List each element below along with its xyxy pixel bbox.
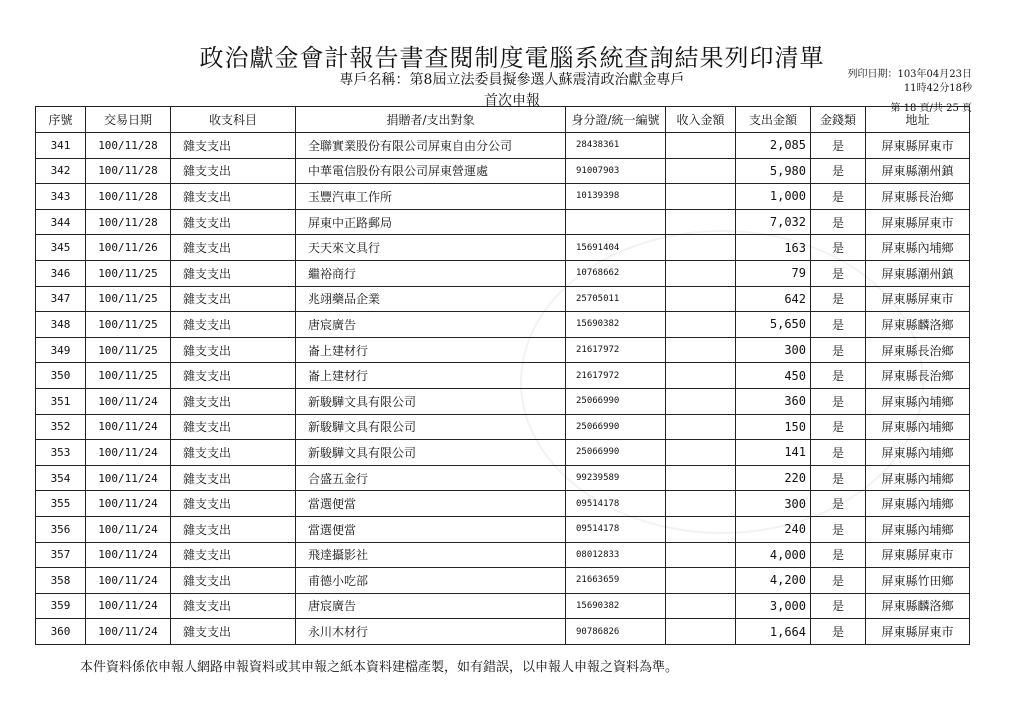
table-row: [36, 286, 970, 312]
donor-cell: 全聯實業股份有限公司屏東自由分公司: [296, 133, 566, 159]
item-cell: 雜支支出: [171, 363, 296, 389]
filing-type: 首次申報: [484, 93, 540, 109]
income-cell: [666, 593, 736, 619]
date-cell: 100/11/24: [86, 593, 171, 619]
income-cell: [666, 516, 736, 542]
income-cell: [666, 440, 736, 466]
id-cell: 15691404: [566, 235, 666, 261]
id-cell: [566, 209, 666, 235]
cash-flag-cell: 是: [811, 516, 866, 542]
cash-flag-cell: 是: [811, 235, 866, 261]
column-donor-header: 捐贈者/支出對象: [296, 107, 566, 133]
id-cell: 90786826: [566, 619, 666, 645]
table-header-row: [36, 107, 970, 133]
item-cell: 雜支支出: [171, 619, 296, 645]
cash-flag-cell: 是: [811, 363, 866, 389]
transaction-table: [35, 106, 970, 645]
address-cell: 屏東縣內埔鄉: [866, 235, 970, 261]
column-cash-header: 金錢類: [811, 107, 866, 133]
item-cell: 雜支支出: [171, 158, 296, 184]
donor-cell: 新駿驊文具有限公司: [296, 388, 566, 414]
expense-cell: 141: [736, 440, 811, 466]
expense-cell: 300: [736, 491, 811, 517]
table-row: [36, 337, 970, 363]
id-cell: 25066990: [566, 388, 666, 414]
table-row: [36, 542, 970, 568]
cash-flag-cell: 是: [811, 568, 866, 594]
column-date-header: 交易日期: [86, 107, 171, 133]
date-cell: 100/11/25: [86, 363, 171, 389]
item-cell: 雜支支出: [171, 337, 296, 363]
table-row: [36, 491, 970, 517]
seq-cell: 359: [36, 593, 86, 619]
table-row: [36, 568, 970, 594]
item-cell: 雜支支出: [171, 593, 296, 619]
income-cell: [666, 235, 736, 261]
address-cell: 屏東縣麟洛鄉: [866, 593, 970, 619]
donor-cell: 永川木材行: [296, 619, 566, 645]
cash-flag-cell: 是: [811, 593, 866, 619]
date-cell: 100/11/24: [86, 440, 171, 466]
column-item-header: 收支科目: [171, 107, 296, 133]
column-id-header: 身分證/統一編號: [566, 107, 666, 133]
seq-cell: 358: [36, 568, 86, 594]
cash-flag-cell: 是: [811, 542, 866, 568]
seq-cell: 353: [36, 440, 86, 466]
expense-cell: 163: [736, 235, 811, 261]
address-cell: 屏東縣潮州鎮: [866, 260, 970, 286]
date-cell: 100/11/24: [86, 568, 171, 594]
date-cell: 100/11/28: [86, 133, 171, 159]
table-row: [36, 440, 970, 466]
date-cell: 100/11/26: [86, 235, 171, 261]
table-row: [36, 619, 970, 645]
table-row: [36, 209, 970, 235]
income-cell: [666, 491, 736, 517]
donor-cell: 中華電信股份有限公司屏東營運處: [296, 158, 566, 184]
donor-cell: 唐宸廣告: [296, 593, 566, 619]
print-datetime: [847, 68, 972, 96]
cash-flag-cell: 是: [811, 209, 866, 235]
id-cell: 09514178: [566, 516, 666, 542]
seq-cell: 344: [36, 209, 86, 235]
income-cell: [666, 542, 736, 568]
cash-flag-cell: 是: [811, 260, 866, 286]
expense-cell: 360: [736, 388, 811, 414]
item-cell: 雜支支出: [171, 209, 296, 235]
expense-cell: 150: [736, 414, 811, 440]
item-cell: 雜支支出: [171, 312, 296, 338]
address-cell: 屏東縣屏東市: [866, 209, 970, 235]
donor-cell: 新駿驊文具有限公司: [296, 414, 566, 440]
date-cell: 100/11/28: [86, 184, 171, 210]
table-row: [36, 184, 970, 210]
address-cell: 屏東縣內埔鄉: [866, 440, 970, 466]
expense-cell: 300: [736, 337, 811, 363]
seq-cell: 343: [36, 184, 86, 210]
item-cell: 雜支支出: [171, 542, 296, 568]
expense-cell: 1,000: [736, 184, 811, 210]
item-cell: 雜支支出: [171, 133, 296, 159]
income-cell: [666, 184, 736, 210]
donor-cell: 甫德小吃部: [296, 568, 566, 594]
date-cell: 100/11/24: [86, 388, 171, 414]
item-cell: 雜支支出: [171, 388, 296, 414]
id-cell: 25705011: [566, 286, 666, 312]
item-cell: 雜支支出: [171, 491, 296, 517]
address-cell: 屏東縣屏東市: [866, 286, 970, 312]
date-cell: 100/11/25: [86, 286, 171, 312]
table-row: [36, 363, 970, 389]
address-cell: 屏東縣內埔鄉: [866, 414, 970, 440]
seq-cell: 355: [36, 491, 86, 517]
seq-cell: 348: [36, 312, 86, 338]
date-cell: 100/11/24: [86, 542, 171, 568]
cash-flag-cell: 是: [811, 312, 866, 338]
id-cell: 25066990: [566, 414, 666, 440]
donor-cell: 兆翊藥品企業: [296, 286, 566, 312]
cash-flag-cell: 是: [811, 619, 866, 645]
expense-cell: 220: [736, 465, 811, 491]
expense-cell: 3,000: [736, 593, 811, 619]
expense-cell: 4,000: [736, 542, 811, 568]
address-cell: 屏東縣屏東市: [866, 619, 970, 645]
donor-cell: 崙上建材行: [296, 337, 566, 363]
cash-flag-cell: 是: [811, 491, 866, 517]
donor-cell: 繼裕商行: [296, 260, 566, 286]
address-cell: 屏東縣長治鄉: [866, 337, 970, 363]
id-cell: 28438361: [566, 133, 666, 159]
footer-note: 本件資料係依申報人網路申報資料或其申報之紙本資料建檔產製，如有錯誤，以申報人申報之資料為準。: [80, 660, 679, 675]
table-row: [36, 516, 970, 542]
id-cell: 15690382: [566, 312, 666, 338]
item-cell: 雜支支出: [171, 516, 296, 542]
id-cell: 15690382: [566, 593, 666, 619]
page-info: 第 18 頁/共 25 頁: [890, 103, 972, 114]
income-cell: [666, 133, 736, 159]
address-cell: 屏東縣內埔鄉: [866, 491, 970, 517]
expense-cell: 450: [736, 363, 811, 389]
table-row: [36, 235, 970, 261]
cash-flag-cell: 是: [811, 286, 866, 312]
income-cell: [666, 312, 736, 338]
seq-cell: 352: [36, 414, 86, 440]
cash-flag-cell: 是: [811, 337, 866, 363]
seq-cell: 345: [36, 235, 86, 261]
id-cell: 25066990: [566, 440, 666, 466]
report-title: 政治獻金會計報告書查閱制度電腦系統查詢結果列印清單: [199, 44, 825, 72]
income-cell: [666, 568, 736, 594]
id-cell: 09514178: [566, 491, 666, 517]
expense-cell: 5,650: [736, 312, 811, 338]
print-date: 列印日期：103年04月23日: [847, 69, 972, 80]
address-cell: 屏東縣屏東市: [866, 542, 970, 568]
id-cell: 21617972: [566, 337, 666, 363]
donor-cell: 飛達攝影社: [296, 542, 566, 568]
seq-cell: 341: [36, 133, 86, 159]
id-cell: 99239589: [566, 465, 666, 491]
item-cell: 雜支支出: [171, 465, 296, 491]
cash-flag-cell: 是: [811, 465, 866, 491]
id-cell: 08012833: [566, 542, 666, 568]
column-expense-header: 支出金額: [736, 107, 811, 133]
item-cell: 雜支支出: [171, 184, 296, 210]
expense-cell: 4,200: [736, 568, 811, 594]
income-cell: [666, 158, 736, 184]
donor-cell: 當選便當: [296, 516, 566, 542]
column-seq-header: 序號: [36, 107, 86, 133]
table-row: [36, 158, 970, 184]
address-cell: 屏東縣長治鄉: [866, 184, 970, 210]
income-cell: [666, 388, 736, 414]
expense-cell: 5,980: [736, 158, 811, 184]
date-cell: 100/11/24: [86, 619, 171, 645]
seq-cell: 350: [36, 363, 86, 389]
table-row: [36, 593, 970, 619]
donor-cell: 天天來文具行: [296, 235, 566, 261]
table-row: [36, 260, 970, 286]
address-cell: 屏東縣內埔鄉: [866, 465, 970, 491]
cash-flag-cell: 是: [811, 414, 866, 440]
expense-cell: 642: [736, 286, 811, 312]
id-cell: 21663659: [566, 568, 666, 594]
date-cell: 100/11/28: [86, 209, 171, 235]
expense-cell: 240: [736, 516, 811, 542]
address-cell: 屏東縣潮州鎮: [866, 158, 970, 184]
expense-cell: 2,085: [736, 133, 811, 159]
account-name: 專戶名稱：第8屆立法委員擬參選人蘇震清政治獻金專戶: [339, 72, 685, 88]
donor-cell: 唐宸廣告: [296, 312, 566, 338]
income-cell: [666, 286, 736, 312]
seq-cell: 357: [36, 542, 86, 568]
id-cell: 10768662: [566, 260, 666, 286]
address-cell: 屏東縣麟洛鄉: [866, 312, 970, 338]
table-row: [36, 388, 970, 414]
donor-cell: 合盛五金行: [296, 465, 566, 491]
cash-flag-cell: 是: [811, 388, 866, 414]
date-cell: 100/11/25: [86, 260, 171, 286]
seq-cell: 346: [36, 260, 86, 286]
id-cell: 21617972: [566, 363, 666, 389]
address-cell: 屏東縣內埔鄉: [866, 516, 970, 542]
table-row: [36, 312, 970, 338]
donor-cell: 當選便當: [296, 491, 566, 517]
income-cell: [666, 260, 736, 286]
table-body: [36, 133, 970, 645]
table-row: [36, 414, 970, 440]
address-cell: 屏東縣長治鄉: [866, 363, 970, 389]
item-cell: 雜支支出: [171, 286, 296, 312]
income-cell: [666, 619, 736, 645]
address-cell: 屏東縣屏東市: [866, 133, 970, 159]
item-cell: 雜支支出: [171, 260, 296, 286]
address-cell: 屏東縣內埔鄉: [866, 388, 970, 414]
item-cell: 雜支支出: [171, 235, 296, 261]
id-cell: 91007903: [566, 158, 666, 184]
seq-cell: 342: [36, 158, 86, 184]
date-cell: 100/11/28: [86, 158, 171, 184]
seq-cell: 360: [36, 619, 86, 645]
income-cell: [666, 209, 736, 235]
seq-cell: 351: [36, 388, 86, 414]
donor-cell: 玉豐汽車工作所: [296, 184, 566, 210]
address-cell: 屏東縣竹田鄉: [866, 568, 970, 594]
income-cell: [666, 337, 736, 363]
id-cell: 10139398: [566, 184, 666, 210]
expense-cell: 79: [736, 260, 811, 286]
date-cell: 100/11/24: [86, 491, 171, 517]
item-cell: 雜支支出: [171, 568, 296, 594]
date-cell: 100/11/24: [86, 414, 171, 440]
date-cell: 100/11/25: [86, 337, 171, 363]
cash-flag-cell: 是: [811, 440, 866, 466]
expense-cell: 1,664: [736, 619, 811, 645]
income-cell: [666, 465, 736, 491]
date-cell: 100/11/24: [86, 516, 171, 542]
seq-cell: 347: [36, 286, 86, 312]
print-time: 11時42分18秒: [903, 83, 972, 94]
cash-flag-cell: 是: [811, 133, 866, 159]
column-income-header: 收入金額: [666, 107, 736, 133]
seq-cell: 356: [36, 516, 86, 542]
cash-flag-cell: 是: [811, 184, 866, 210]
item-cell: 雜支支出: [171, 440, 296, 466]
donor-cell: 新駿驊文具有限公司: [296, 440, 566, 466]
seq-cell: 349: [36, 337, 86, 363]
date-cell: 100/11/24: [86, 465, 171, 491]
expense-cell: 7,032: [736, 209, 811, 235]
table-row: [36, 465, 970, 491]
income-cell: [666, 363, 736, 389]
donor-cell: 屏東中正路郵局: [296, 209, 566, 235]
cash-flag-cell: 是: [811, 158, 866, 184]
item-cell: 雜支支出: [171, 414, 296, 440]
table-row: [36, 133, 970, 159]
date-cell: 100/11/25: [86, 312, 171, 338]
column-address-header: 地址: [866, 107, 970, 133]
donor-cell: 崙上建材行: [296, 363, 566, 389]
seq-cell: 354: [36, 465, 86, 491]
income-cell: [666, 414, 736, 440]
